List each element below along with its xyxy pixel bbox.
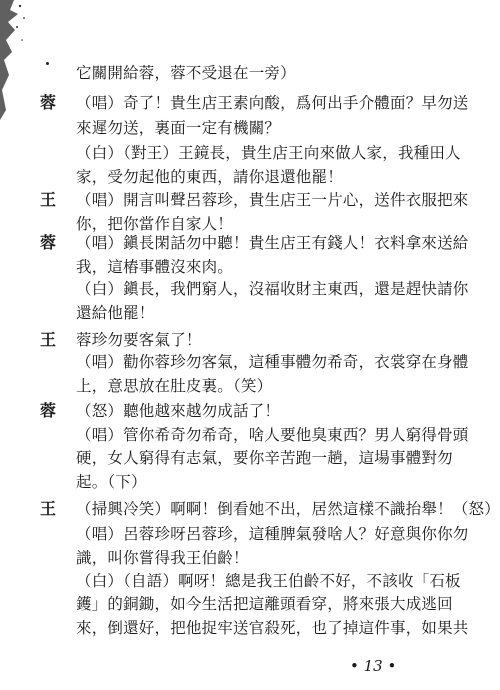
- page-number-dot-right: •: [382, 657, 397, 675]
- page-number-value: 13: [363, 657, 383, 675]
- dialogue-line: （白）（對王）王鏡長，貴生店王向來做人家，我種田人: [76, 144, 461, 162]
- dialogue-line: 家，受勿起他的東西，請你退還他罷！: [76, 168, 343, 186]
- dialogue-line: 我，這樁事體沒來肉。: [76, 258, 234, 276]
- dialogue-line: 鑊」的銅鋤，如今生活把這離頭看穿，將來張大成逃回: [76, 595, 453, 613]
- dialogue-line: 上，意思放在肚皮裏。（笑）: [76, 377, 273, 395]
- dialogue-line: 還給他罷！: [76, 304, 155, 322]
- dialogue-line: （唱）開言叫聲呂蓉珍，貴生店王一片心，送件衣服把來: [76, 191, 469, 209]
- dialogue-line: 你，把你當作自家人！: [76, 215, 234, 233]
- speaker-label: 蓉: [40, 233, 57, 252]
- speaker-label: 王: [40, 190, 57, 209]
- dialogue-line: 來遲勿送，裏面一定有機關？: [76, 119, 281, 137]
- dialogue-line: 蓉珍勿要客氣了！: [76, 331, 202, 349]
- speaker-label: 王: [40, 499, 57, 518]
- dialogue-line: 識，叫你嘗得我王伯齡！: [76, 549, 249, 567]
- speaker-label: 王: [40, 330, 57, 349]
- dialogue-line: 來，倒還好，把他捉牢送官殺死，也了掉這件事，如果共: [76, 619, 469, 637]
- dialogue-line: 它關開給蓉，蓉不受退在一旁）: [76, 64, 296, 82]
- dialogue-line: （白）鎭長，我們窮人，沒福收財主東西，還是趕快請你: [76, 280, 469, 298]
- dialogue-line: （唱）管你希奇勿希奇，啥人要他臭東西？男人窮得骨頭: [76, 426, 469, 444]
- dialogue-line: 起。（下）: [76, 473, 147, 491]
- dialogue-line: （白）（自語）啊呀！總是我王伯齡不好，不該收「石板: [76, 572, 461, 590]
- dialogue-line: （唱）奇了！貴生店王素向酸，爲何出手介體面？早勿送: [76, 94, 469, 112]
- dialogue-line: （唱）呂蓉珍呀呂蓉珍，這種脾氣發啥人？好意與你你勿: [76, 525, 469, 543]
- dialogue-line: （掃興冷笑）啊啊！倒看她不出，居然這樣不識抬舉！（怒）: [76, 500, 500, 518]
- dialogue-line: （唱）勸你蓉珍勿客氣，這種事體勿希奇，衣裳穿在身體: [76, 353, 469, 371]
- speaker-label: 蓉: [40, 401, 57, 420]
- dialogue-line: （怒）聽他越來越勿成話了！: [76, 402, 281, 420]
- page-number-dot-left: •: [350, 657, 364, 675]
- page-number: [350, 657, 396, 675]
- dialogue-line: （唱）鎭長閑話勿中聽！貴生店王有錢人！衣料拿來送給: [76, 234, 469, 252]
- dialogue-line: 硬，女人窮得有志氣，要你辛苦跑一趟，這場事體對勿: [76, 449, 453, 467]
- speaker-label: 蓉: [40, 93, 57, 112]
